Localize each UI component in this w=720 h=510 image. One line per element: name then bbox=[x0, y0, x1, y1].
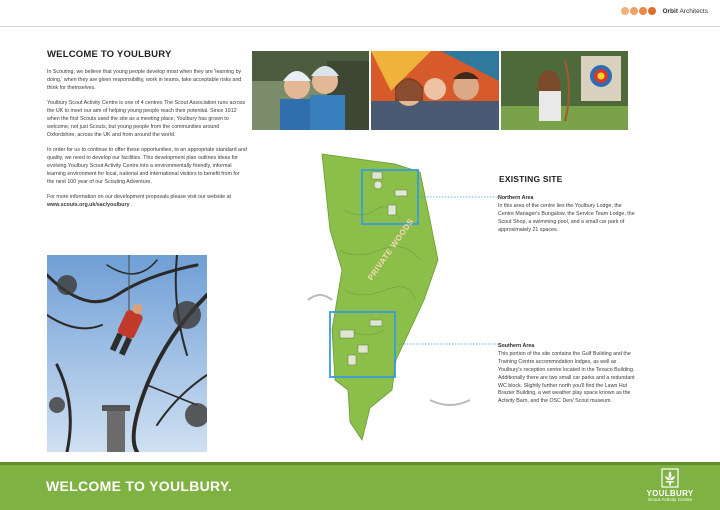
brand-dot bbox=[630, 7, 638, 15]
brand-name bbox=[662, 8, 708, 15]
logo-subtitle: Scout Activity Centre bbox=[647, 498, 693, 503]
brand-dot bbox=[648, 7, 656, 15]
header-divider bbox=[0, 26, 720, 27]
intro-paragraph-2: Youlbury Scout Activity Centre is one of 4 centres The Scout Association runs across the UK to meet our aim of helping young people reach their potential. Since 1912 when the first Scouts used the site as a meeting place, Youlbury has grown to welcome, not just Scouts, but young people from the communities around Oxfordshire, across the UK and from around the world. bbox=[47, 100, 246, 138]
more-info-text: For more information on our development proposals please visit our website at bbox=[47, 194, 232, 201]
footer-top-line bbox=[0, 462, 720, 465]
footer-banner bbox=[0, 462, 720, 510]
brand-dot bbox=[639, 7, 647, 15]
existing-site-heading: EXISTING SITE bbox=[499, 174, 563, 184]
youlbury-logo bbox=[640, 468, 700, 503]
fleur-de-lis-icon bbox=[661, 468, 679, 488]
southern-area-title: Southern Area bbox=[498, 343, 535, 349]
brand-name-rest: Architects bbox=[679, 7, 708, 15]
southern-area bbox=[498, 343, 638, 406]
logo-name: YOULBURY bbox=[646, 489, 694, 498]
website-link[interactable]: www.scouts.org.uk/sac/youlbury bbox=[47, 202, 130, 209]
intro-heading: WELCOME TO YOULBURY bbox=[47, 49, 172, 60]
photo-group bbox=[371, 51, 499, 130]
intro-paragraph-1: In Scouting, we believe that young people develop most when they are 'learning by doing,' when they are given responsibility, work in teams, take acceptable risks and think for themselves. bbox=[47, 69, 242, 91]
intro-paragraph-3: In order for us to continue to offer these opportunities, to an appropriate standard and quality, we need to develop our facilities. This development plan outlines ideas for evolving Youlbury Scout Activity Centre into a environmentally friendly, informal learning environment for local, national and international visitors to benefit from for the next 100 year of our Scouting Adventure. bbox=[47, 147, 247, 185]
intro-paragraph-4 bbox=[47, 194, 247, 210]
northern-area bbox=[498, 195, 638, 235]
woods-label: PRIVATE WOODS bbox=[366, 216, 416, 283]
photo-archery bbox=[501, 51, 628, 130]
intro-column bbox=[47, 49, 247, 218]
climbing-photo bbox=[47, 255, 207, 452]
northern-area-title: Northern Area bbox=[498, 195, 534, 201]
brand-dot bbox=[621, 7, 629, 15]
brand-name-bold: Orbit bbox=[662, 7, 678, 15]
photo-helmets bbox=[252, 51, 369, 130]
more-info-end: . bbox=[129, 202, 133, 209]
site-map bbox=[300, 150, 500, 455]
brand-logo bbox=[621, 7, 708, 15]
footer-title: WELCOME TO YOULBURY. bbox=[46, 478, 233, 494]
southern-area-text: This portion of the site contains the Gulf Building and the Training Centre accommodation lodges, as well as Youlbury's reception centre located in the Texaco Building. Additionally there are two small car parks and a redundant WC block. Slightly further north you'll find the Lawn Hut Brazier Building, a wet weather play space known as the Activity Barn, and the OSC Den/ Scout museum. bbox=[498, 350, 635, 405]
brand-dots bbox=[621, 7, 656, 15]
northern-area-text: In this area of the centre lies the Youlbury Lodge, the Centre Manager's Bungalow, the Service Team Lodge, the Scout Shop, a swimming pool, and a small car park of approximately 21 spaces. bbox=[498, 202, 635, 233]
